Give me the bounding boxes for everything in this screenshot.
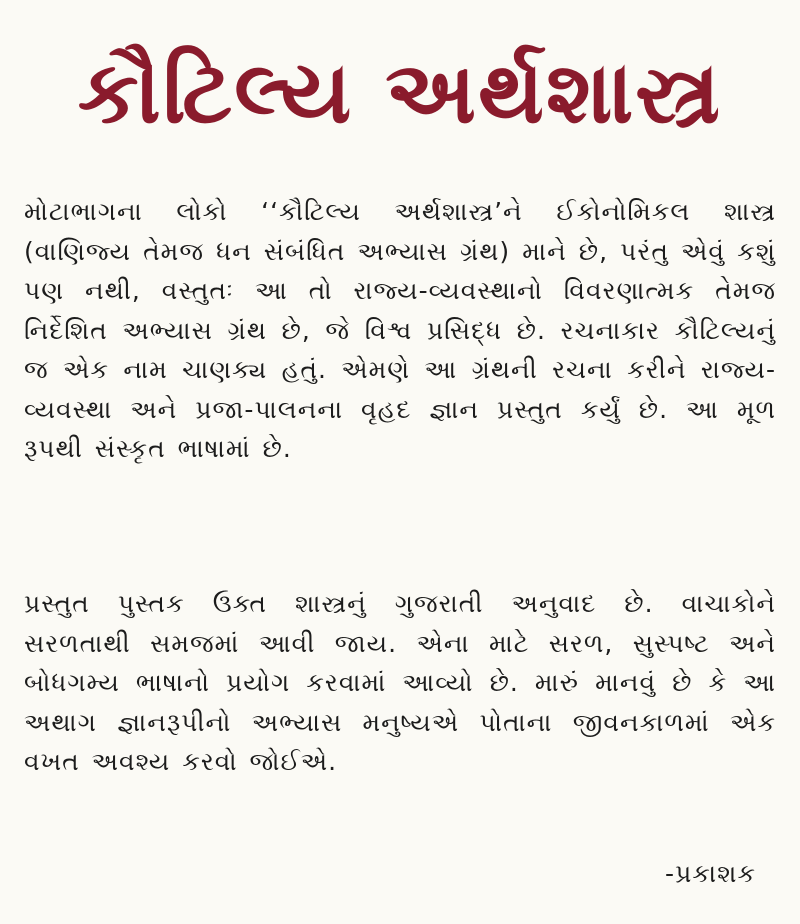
paragraph-2: પ્રસ્તુત પુસ્તક ઉક્ત શાસ્ત્રનું ગુજરાતી અનુવાદ છે. વાચાકોને સરળતાથી સમજમાં આવી જાય. એના માટે સરળ, સુસ્પષ્ટ અને બોધગમ્ય ભાષાનો પ્રયોગ કરવામાં આવ્યો છે. મારું માનવું છે કે આ અથાગ જ્ઞાનરૂપીનો અભ્યાસ મનુષ્યએ પોતાના જીવનકાળમાં એક વખત અવશ્ય કરવો જોઈએ. bbox=[24, 589, 776, 776]
paragraph-1: મોટાભાગના લોકો ‘‘કૌટિલ્ય અર્થશાસ્ત્ર’ને ઈકોનોમિકલ શાસ્ત્ર (વાણિજ્ય તેમજ ધન સંબંધિત અભ્યાસ ગ્રંથ) માને છે, પરંતુ એવું કશું પણ નથી, વસ્તુતઃ આ તો રાજ્ય-વ્યવસ્થાનો વિવરણાત્મક તેમજ નિર્દેશિત અભ્યાસ ગ્રંથ છે, જે વિશ્વ પ્રસિદ્ધ છે. રચનાકાર કૌટિલ્યનું જ એક નામ ચાણક્ય હતું. એમણે આ ગ્રંથની રચના કરીને રાજ્ય-વ્યવસ્થા અને પ્રજા-પાલનના વૃહદ જ્ઞાન પ્રસ્તુત કર્યું છે. આ મૂળ રૂપથી સંસ્કૃત ભાષામાં છે. bbox=[24, 197, 776, 463]
publisher-signature: -પ્રકાશક bbox=[665, 859, 756, 888]
document-title: કૌટિલ્ય અર્થશાસ્ત્ર bbox=[77, 43, 723, 143]
